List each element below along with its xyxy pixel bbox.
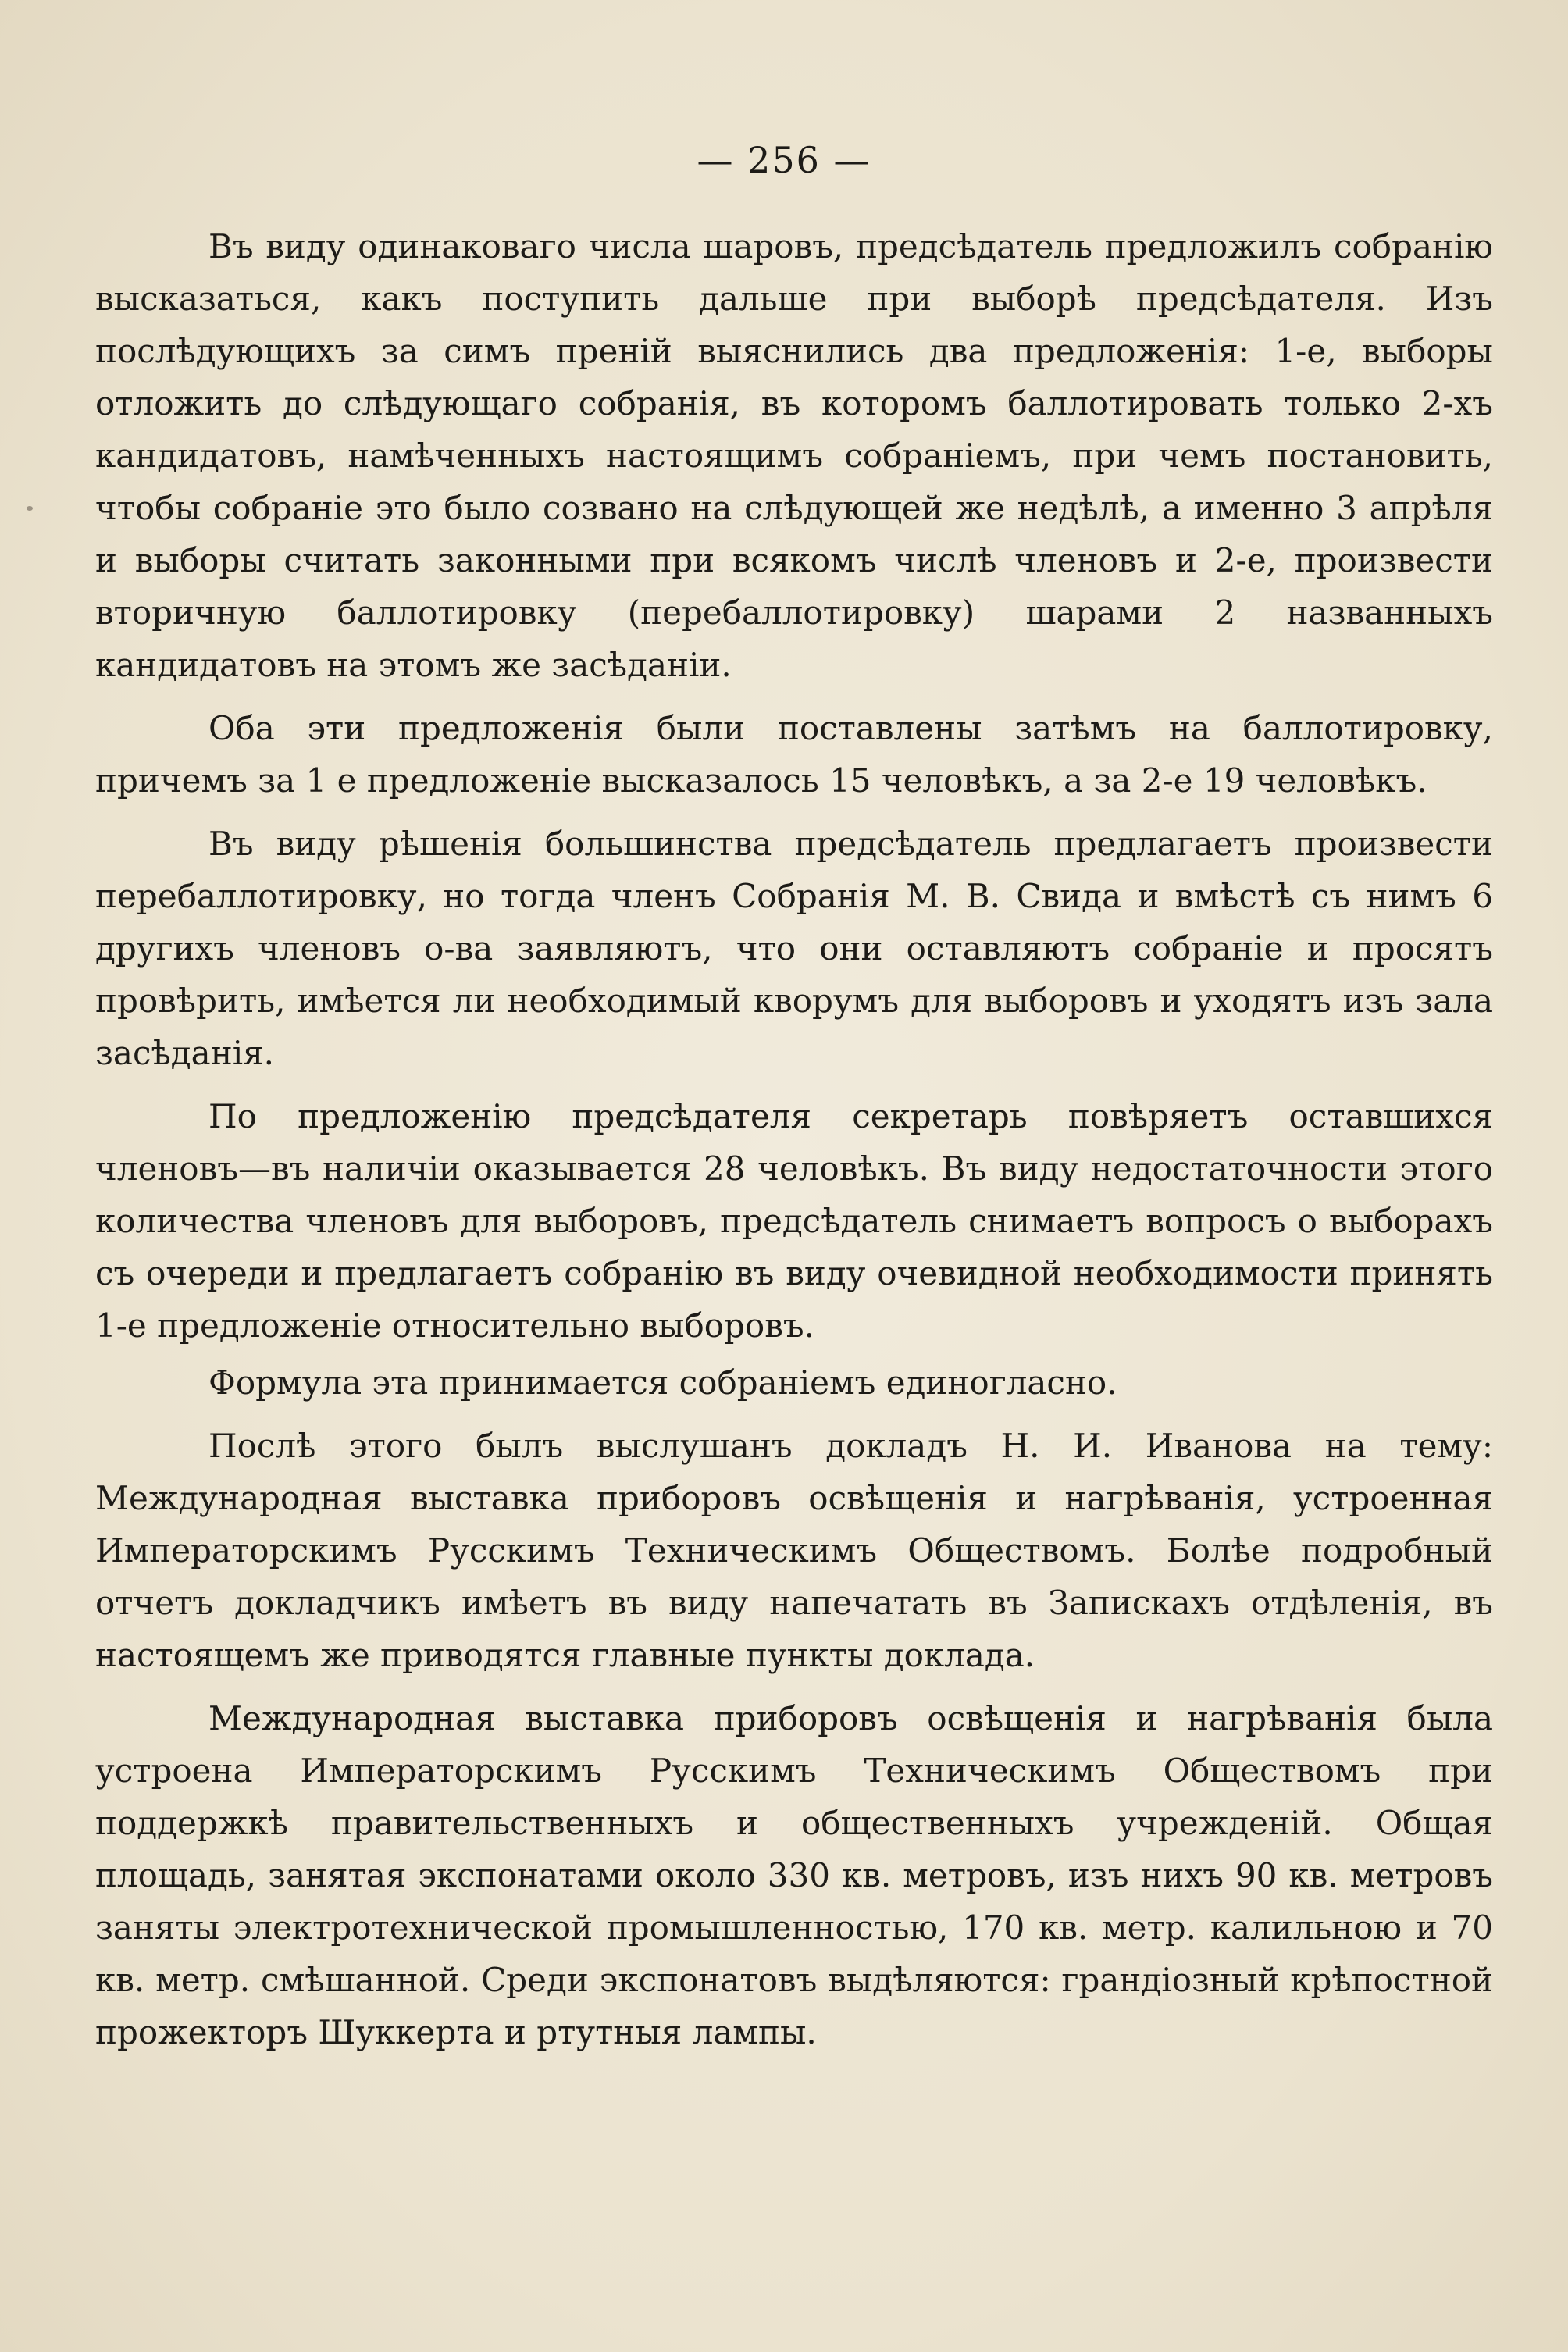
paragraph-quorum-check: По предложенію предсѣдателя секретарь повѣряетъ оставшихся членовъ—въ наличіи оказывается 28 человѣкъ. Въ виду недостаточности этого количества членовъ для выборовъ, предсѣдатель снимаетъ вопросъ о выборахъ съ очереди и предлагаетъ собранію въ виду очевидной необходимости принять 1-е предложеніе относительно выборовъ. <box>95 1097 1493 1345</box>
body-text <box>95 220 1493 2069</box>
paragraph-unanimous: Формула эта принимается собраніемъ единогласно. <box>208 1363 1117 1402</box>
paragraph-report-intro: Послѣ этого былъ выслушанъ докладъ Н. И. Иванова на тему: Международная выставка приборовъ освѣщенія и нагрѣванія, устроенная Императорскимъ Русскимъ Техническимъ Обществомъ. Болѣе подробный отчетъ докладчикъ имѣетъ въ виду напечатать въ Запискахъ отдѣленія, въ настоящемъ же приводятся главные пункты доклада. <box>95 1427 1493 1674</box>
paragraph-reballoting: Въ виду рѣшенія большинства предсѣдатель предлагаетъ произвести перебаллотировку, но тогда членъ Собранія М. В. Свида и вмѣстѣ съ нимъ 6 другихъ членовъ о-ва заявляютъ, что они оставляютъ собраніе и просятъ провѣрить, имѣется ли необходимый кворумъ для выборовъ и уходятъ изъ зала засѣданія. <box>95 825 1493 1072</box>
paper-smudge <box>27 506 33 511</box>
paragraph-chair-election: Въ виду одинаковаго числа шаровъ, предсѣдатель предложилъ собранію высказаться, какъ поступить дальше при выборѣ предсѣдателя. Изъ послѣдующихъ за симъ преній выяснились два предложенія: 1-е, выборы отложить до слѣдующаго собранія, въ которомъ баллотировать только 2-хъ кандидатовъ, намѣченныхъ настоящимъ собраніемъ, при чемъ постановить, чтобы собраніе это было созвано на слѣдующей же недѣлѣ, а именно 3 апрѣля и выборы считать законными при всякомъ числѣ членовъ и 2-е, произвести вторичную баллотировку (перебаллотировку) шарами 2 названныхъ кандидатовъ на этомъ же засѣданіи. <box>95 227 1493 684</box>
paragraph-vote-results: Оба эти предложенія были поставлены затѣмъ на баллотировку, причемъ за 1 е предложеніе высказалось 15 человѣкъ, а за 2-е 19 человѣкъ. <box>95 709 1493 800</box>
page-number: — 256 — <box>697 139 871 181</box>
paragraph-exhibition: Международная выставка приборовъ освѣщенія и нагрѣванія была устроена Императорскимъ Русскимъ Техническимъ Обществомъ при поддержкѣ правительственныхъ и общественныхъ учрежденій. Общая площадь, занятая экспонатами около 330 кв. метровъ, изъ нихъ 90 кв. метровъ заняты электротехнической промышленностью, 170 кв. метр. калильною и 70 кв. метр. смѣшанной. Среди экспонатовъ выдѣляются: грандіозный крѣпостной прожекторъ Шуккерта и ртутныя лампы. <box>95 1699 1493 2051</box>
